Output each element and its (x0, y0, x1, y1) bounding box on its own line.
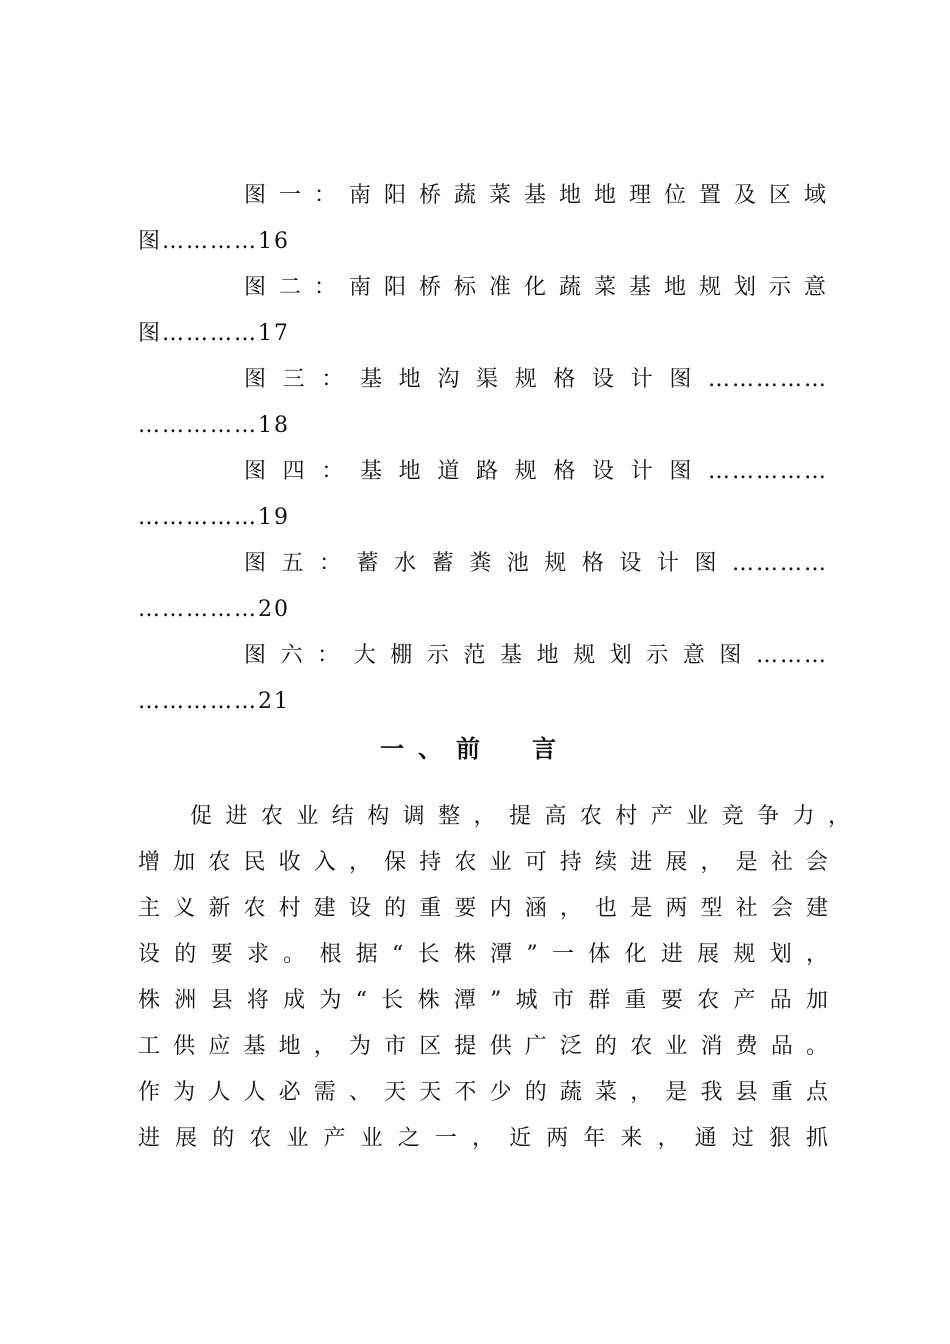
toc-entry-3-page: ……………18 (138, 413, 290, 438)
toc-entry-3-title: 图三：基地沟渠规格设计图…………… (244, 367, 828, 392)
toc-entry-2-page: 图…………17 (138, 321, 290, 346)
toc-entry-2-title: 图二：南阳桥标准化蔬菜基地规划示意 (244, 275, 828, 300)
toc-entry-1-page: 图…………16 (138, 229, 290, 254)
toc-entry-4-page: ……………19 (138, 505, 290, 530)
paragraph-line: 株洲县将成为“长株潭”城市群重要农产品加 (138, 988, 828, 1013)
paragraph-line: 设的要求。根据“长株潭”一体化进展规划， (138, 942, 828, 967)
paragraph-line: 增加农民收入，保持农业可持续进展，是社会 (138, 850, 828, 875)
paragraph-line: 进展的农业产业之一，近两年来，通过狠抓 (138, 1126, 828, 1151)
toc-entry-5-page: ……………20 (138, 597, 290, 622)
toc-entry-4-title: 图四：基地道路规格设计图…………… (244, 459, 828, 484)
paragraph-line: 主义新农村建设的重要内涵，也是两型社会建 (138, 896, 828, 921)
toc-entry-5-title: 图五：蓄水蓄粪池规格设计图………… (244, 551, 828, 576)
toc-entry-6-page: ……………21 (138, 689, 290, 714)
paragraph-line: 促进农业结构调整，提高农村产业竞争力， (190, 804, 850, 829)
toc-entry-6-title: 图六：大棚示范基地规划示意图……… (244, 643, 828, 668)
section-heading: 一、前 言 (380, 735, 570, 763)
paragraph-line: 作为人人必需、天天不少的蔬菜，是我县重点 (138, 1080, 828, 1105)
paragraph-line: 工供应基地，为市区提供广泛的农业消费品。 (138, 1034, 828, 1059)
toc-entry-1-title: 图一：南阳桥蔬菜基地地理位置及区域 (244, 183, 828, 208)
